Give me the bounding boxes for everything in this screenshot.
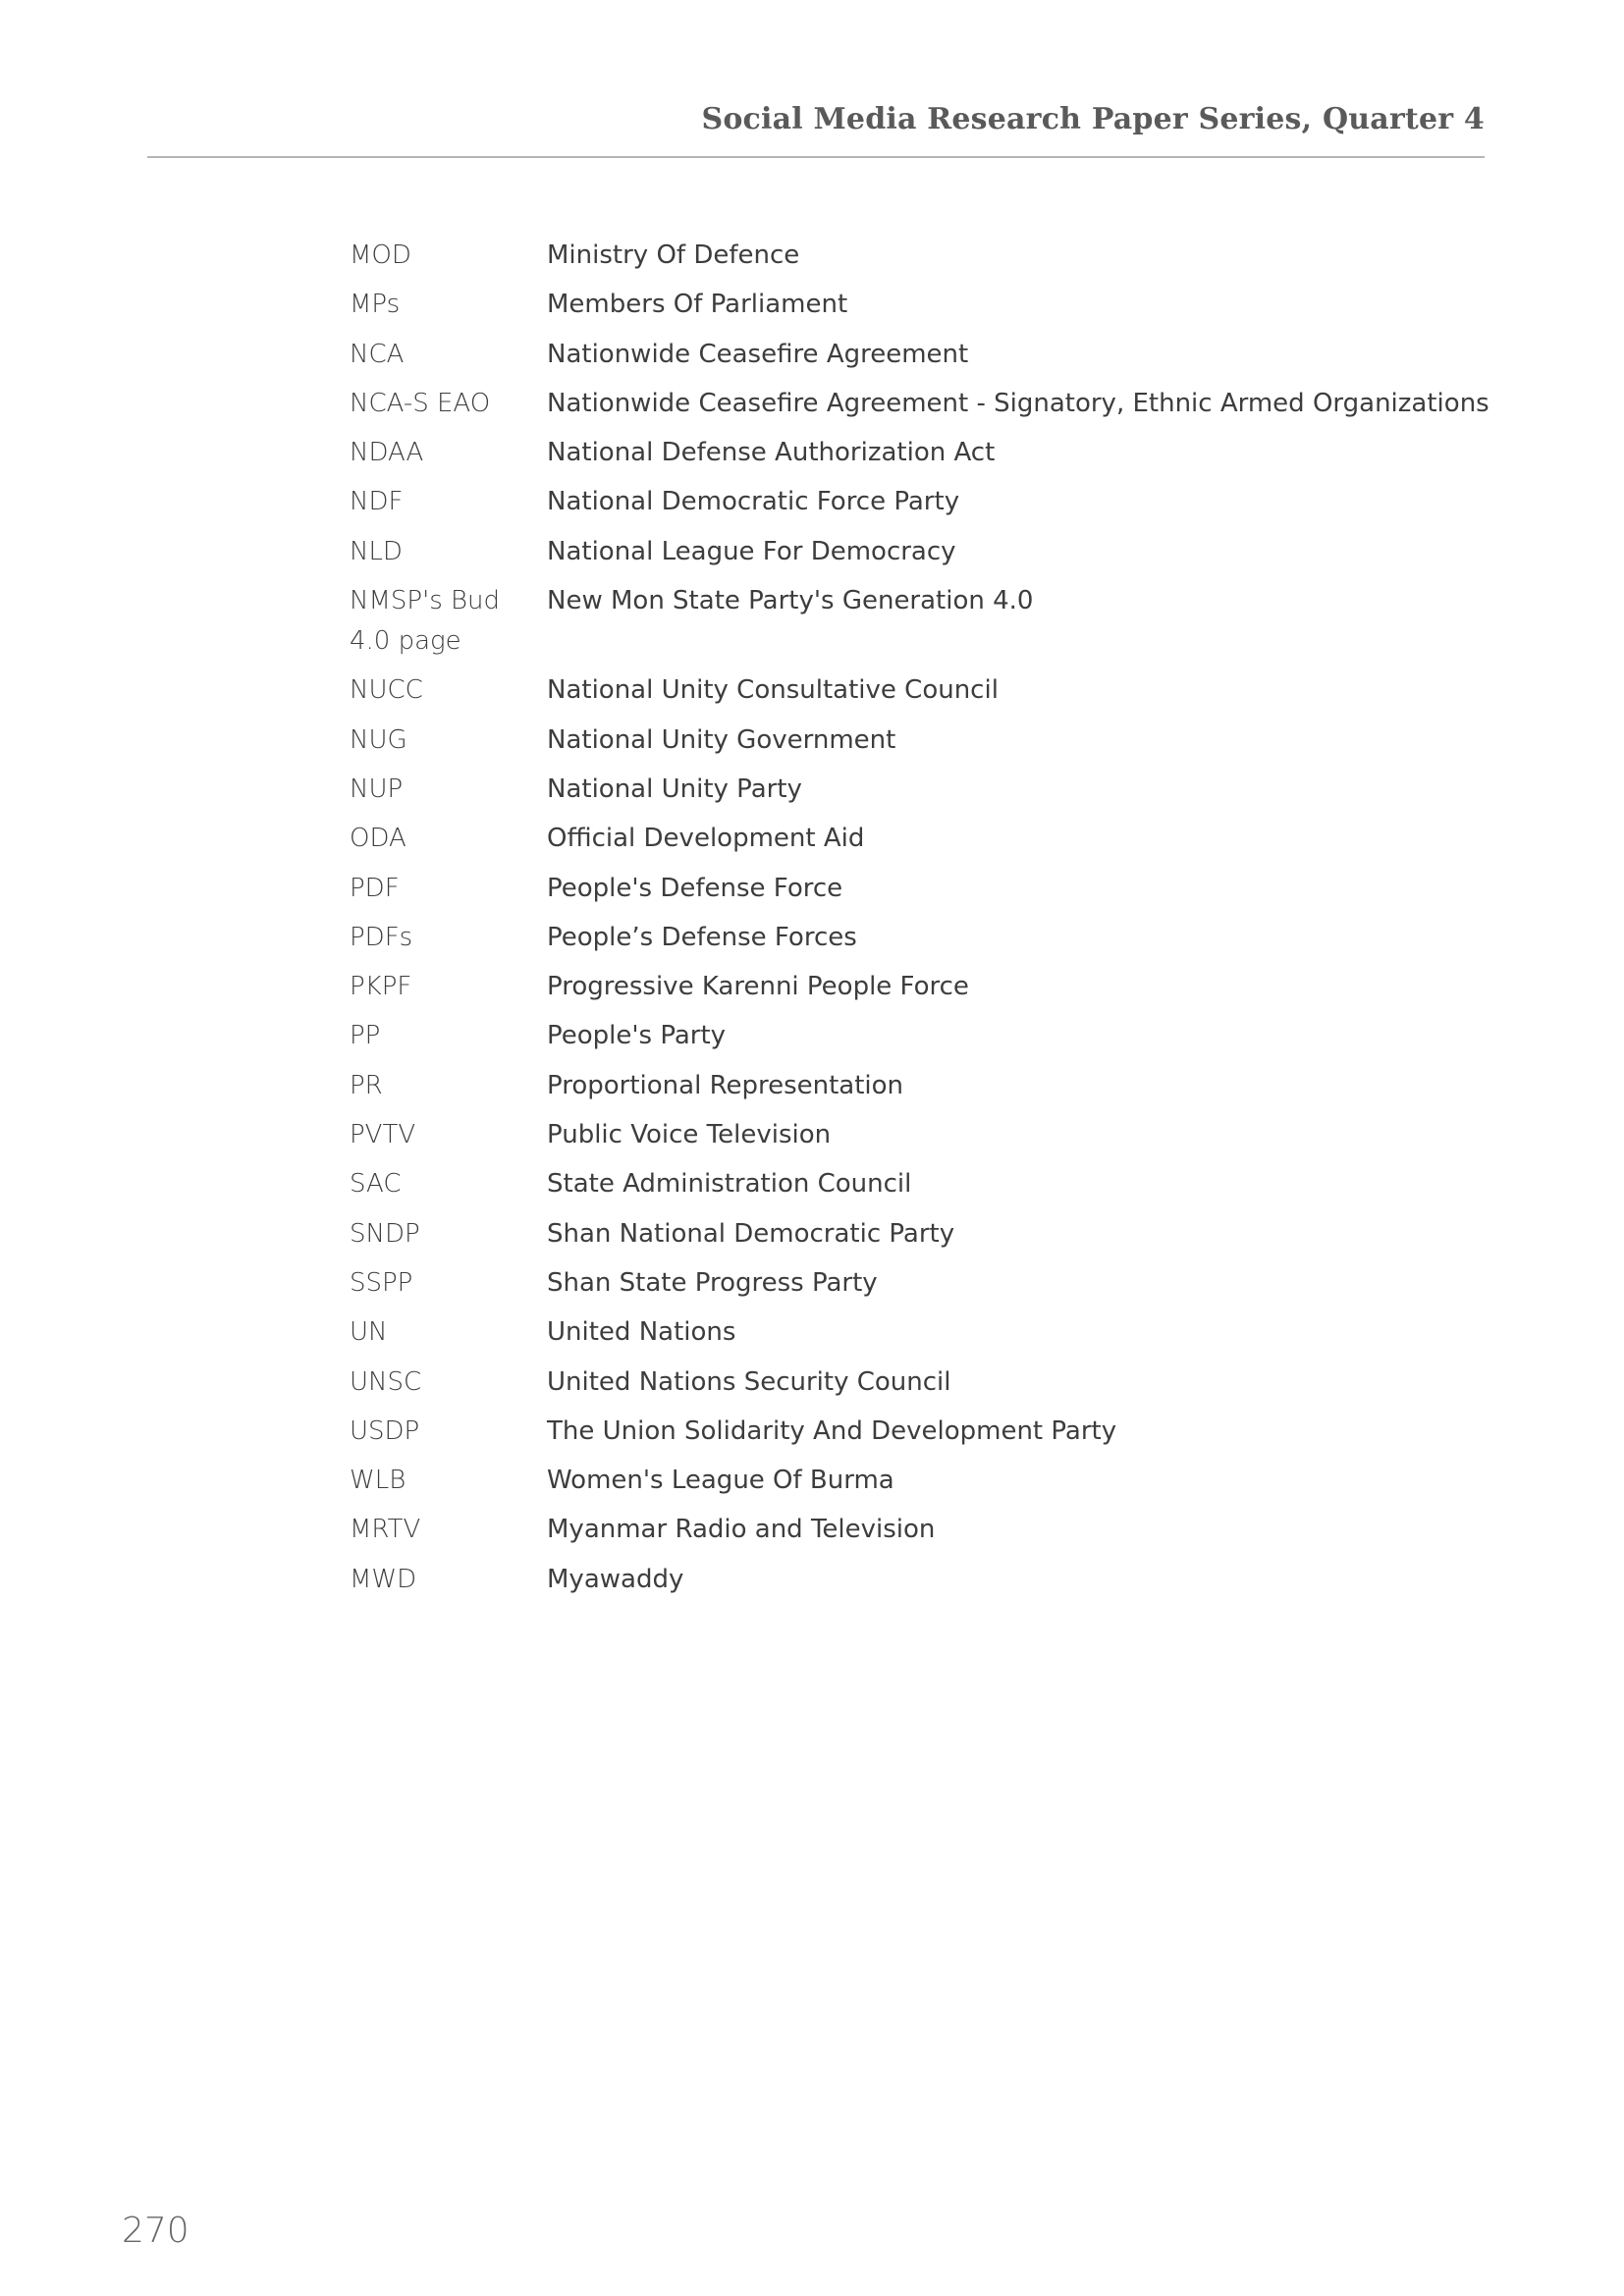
abbreviation-row: [350, 1016, 1479, 1065]
abbreviation-row: [350, 285, 1479, 334]
abbreviation-definition: National Democratic Force Party: [547, 487, 960, 517]
abbreviation-definition: National Unity Consultative Council: [547, 675, 999, 706]
abbreviation-term: MRTV: [350, 1515, 421, 1545]
header-divider: [147, 156, 1485, 158]
abbreviation-definition: National League For Democracy: [547, 536, 956, 566]
abbreviation-term: ODA: [350, 824, 406, 854]
abbreviation-term: PP: [350, 1021, 381, 1051]
abbreviation-definition: National Unity Government: [547, 724, 896, 755]
abbreviation-definition: People’s Defense Forces: [547, 922, 857, 952]
abbreviation-term: SAC: [350, 1169, 402, 1200]
abbreviation-term: PKPF: [350, 972, 412, 1002]
abbreviation-row: [350, 1510, 1479, 1559]
abbreviation-term: SNDP: [350, 1218, 420, 1249]
abbreviation-term: NMSP's Bud 4.0 page: [350, 586, 501, 657]
abbreviation-row: [350, 236, 1479, 285]
abbreviation-definition: United Nations: [547, 1317, 736, 1348]
abbreviation-definition: Official Development Aid: [547, 824, 865, 854]
abbreviation-term: NUP: [350, 774, 404, 804]
abbreviation-definition: Shan State Progress Party: [547, 1267, 878, 1298]
abbreviation-term: WLB: [350, 1466, 406, 1496]
abbreviation-term: NCA: [350, 339, 405, 369]
abbreviation-definition: New Mon State Party's Generation 4.0: [547, 586, 1034, 616]
abbreviation-definition: Proportional Representation: [547, 1070, 904, 1100]
abbreviation-definition: National Unity Party: [547, 774, 802, 804]
abbreviation-definition: State Administration Council: [547, 1169, 912, 1200]
abbreviation-row: [350, 532, 1479, 581]
abbreviation-term: UNSC: [350, 1366, 422, 1397]
abbreviation-definition: Members Of Parliament: [547, 290, 848, 320]
abbreviation-row: [350, 482, 1479, 531]
abbreviation-row: [350, 1412, 1479, 1461]
abbreviation-row: [350, 1214, 1479, 1263]
abbreviation-row: [350, 819, 1479, 868]
abbreviation-term: PDFs: [350, 922, 413, 952]
abbreviation-row: [350, 967, 1479, 1016]
page-number: 270: [122, 2211, 189, 2251]
abbreviation-definition: The Union Solidarity And Development Party: [547, 1415, 1117, 1446]
abbreviation-definition: Public Voice Television: [547, 1120, 832, 1150]
abbreviation-row: [350, 670, 1479, 720]
abbreviation-row: [350, 721, 1479, 770]
abbreviation-term: PVTV: [350, 1120, 416, 1150]
abbreviation-row: [350, 384, 1489, 433]
abbreviation-term: UN: [350, 1317, 388, 1348]
abbreviation-term: NUG: [350, 724, 407, 755]
abbreviation-row: [350, 433, 1479, 482]
abbreviation-row: [350, 1362, 1479, 1412]
abbreviation-definition: Nationwide Ceasefire Agreement: [547, 339, 969, 369]
abbreviation-row: [350, 581, 1479, 670]
abbreviation-definition: Ministry Of Defence: [547, 240, 800, 270]
abbreviation-row: [350, 1066, 1479, 1115]
abbreviation-row: [350, 918, 1479, 967]
abbreviation-row: [350, 1164, 1479, 1213]
abbreviation-term: PDF: [350, 873, 400, 903]
abbreviation-row: [350, 1115, 1479, 1164]
abbreviation-row: [350, 1263, 1479, 1312]
abbreviation-term: USDP: [350, 1415, 420, 1446]
abbreviation-term: SSPP: [350, 1267, 413, 1298]
abbreviation-list: [350, 236, 1489, 1609]
abbreviation-definition: Myanmar Radio and Television: [547, 1515, 936, 1545]
abbreviation-definition: Shan National Democratic Party: [547, 1218, 955, 1249]
abbreviation-term: NUCC: [350, 675, 423, 706]
abbreviation-row: [350, 1312, 1479, 1362]
abbreviation-term: NDF: [350, 487, 404, 517]
abbreviation-definition: Nationwide Ceasefire Agreement - Signatory, Ethnic Armed Organizations: [547, 388, 1489, 418]
abbreviation-row: [350, 869, 1479, 918]
abbreviation-definition: Women's League Of Burma: [547, 1466, 894, 1496]
abbreviation-definition: Myawaddy: [547, 1564, 684, 1594]
running-header: Social Media Research Paper Series, Quarter 4: [701, 102, 1485, 136]
abbreviation-definition: National Defense Authorization Act: [547, 438, 996, 468]
abbreviation-row: [350, 335, 1479, 384]
abbreviation-term: MPs: [350, 290, 401, 320]
abbreviation-definition: United Nations Security Council: [547, 1366, 951, 1397]
abbreviation-row: [350, 1560, 1479, 1609]
abbreviation-definition: People's Party: [547, 1021, 727, 1051]
abbreviation-definition: Progressive Karenni People Force: [547, 972, 969, 1002]
abbreviation-term: MWD: [350, 1564, 417, 1594]
abbreviation-term: PR: [350, 1070, 383, 1100]
abbreviation-definition: People's Defense Force: [547, 873, 843, 903]
abbreviation-row: [350, 770, 1479, 819]
abbreviation-term: NCA-S EAO: [350, 388, 491, 418]
abbreviation-row: [350, 1461, 1479, 1510]
abbreviation-term: NDAA: [350, 438, 424, 468]
abbreviation-term: NLD: [350, 536, 403, 566]
abbreviation-term: MOD: [350, 240, 411, 270]
